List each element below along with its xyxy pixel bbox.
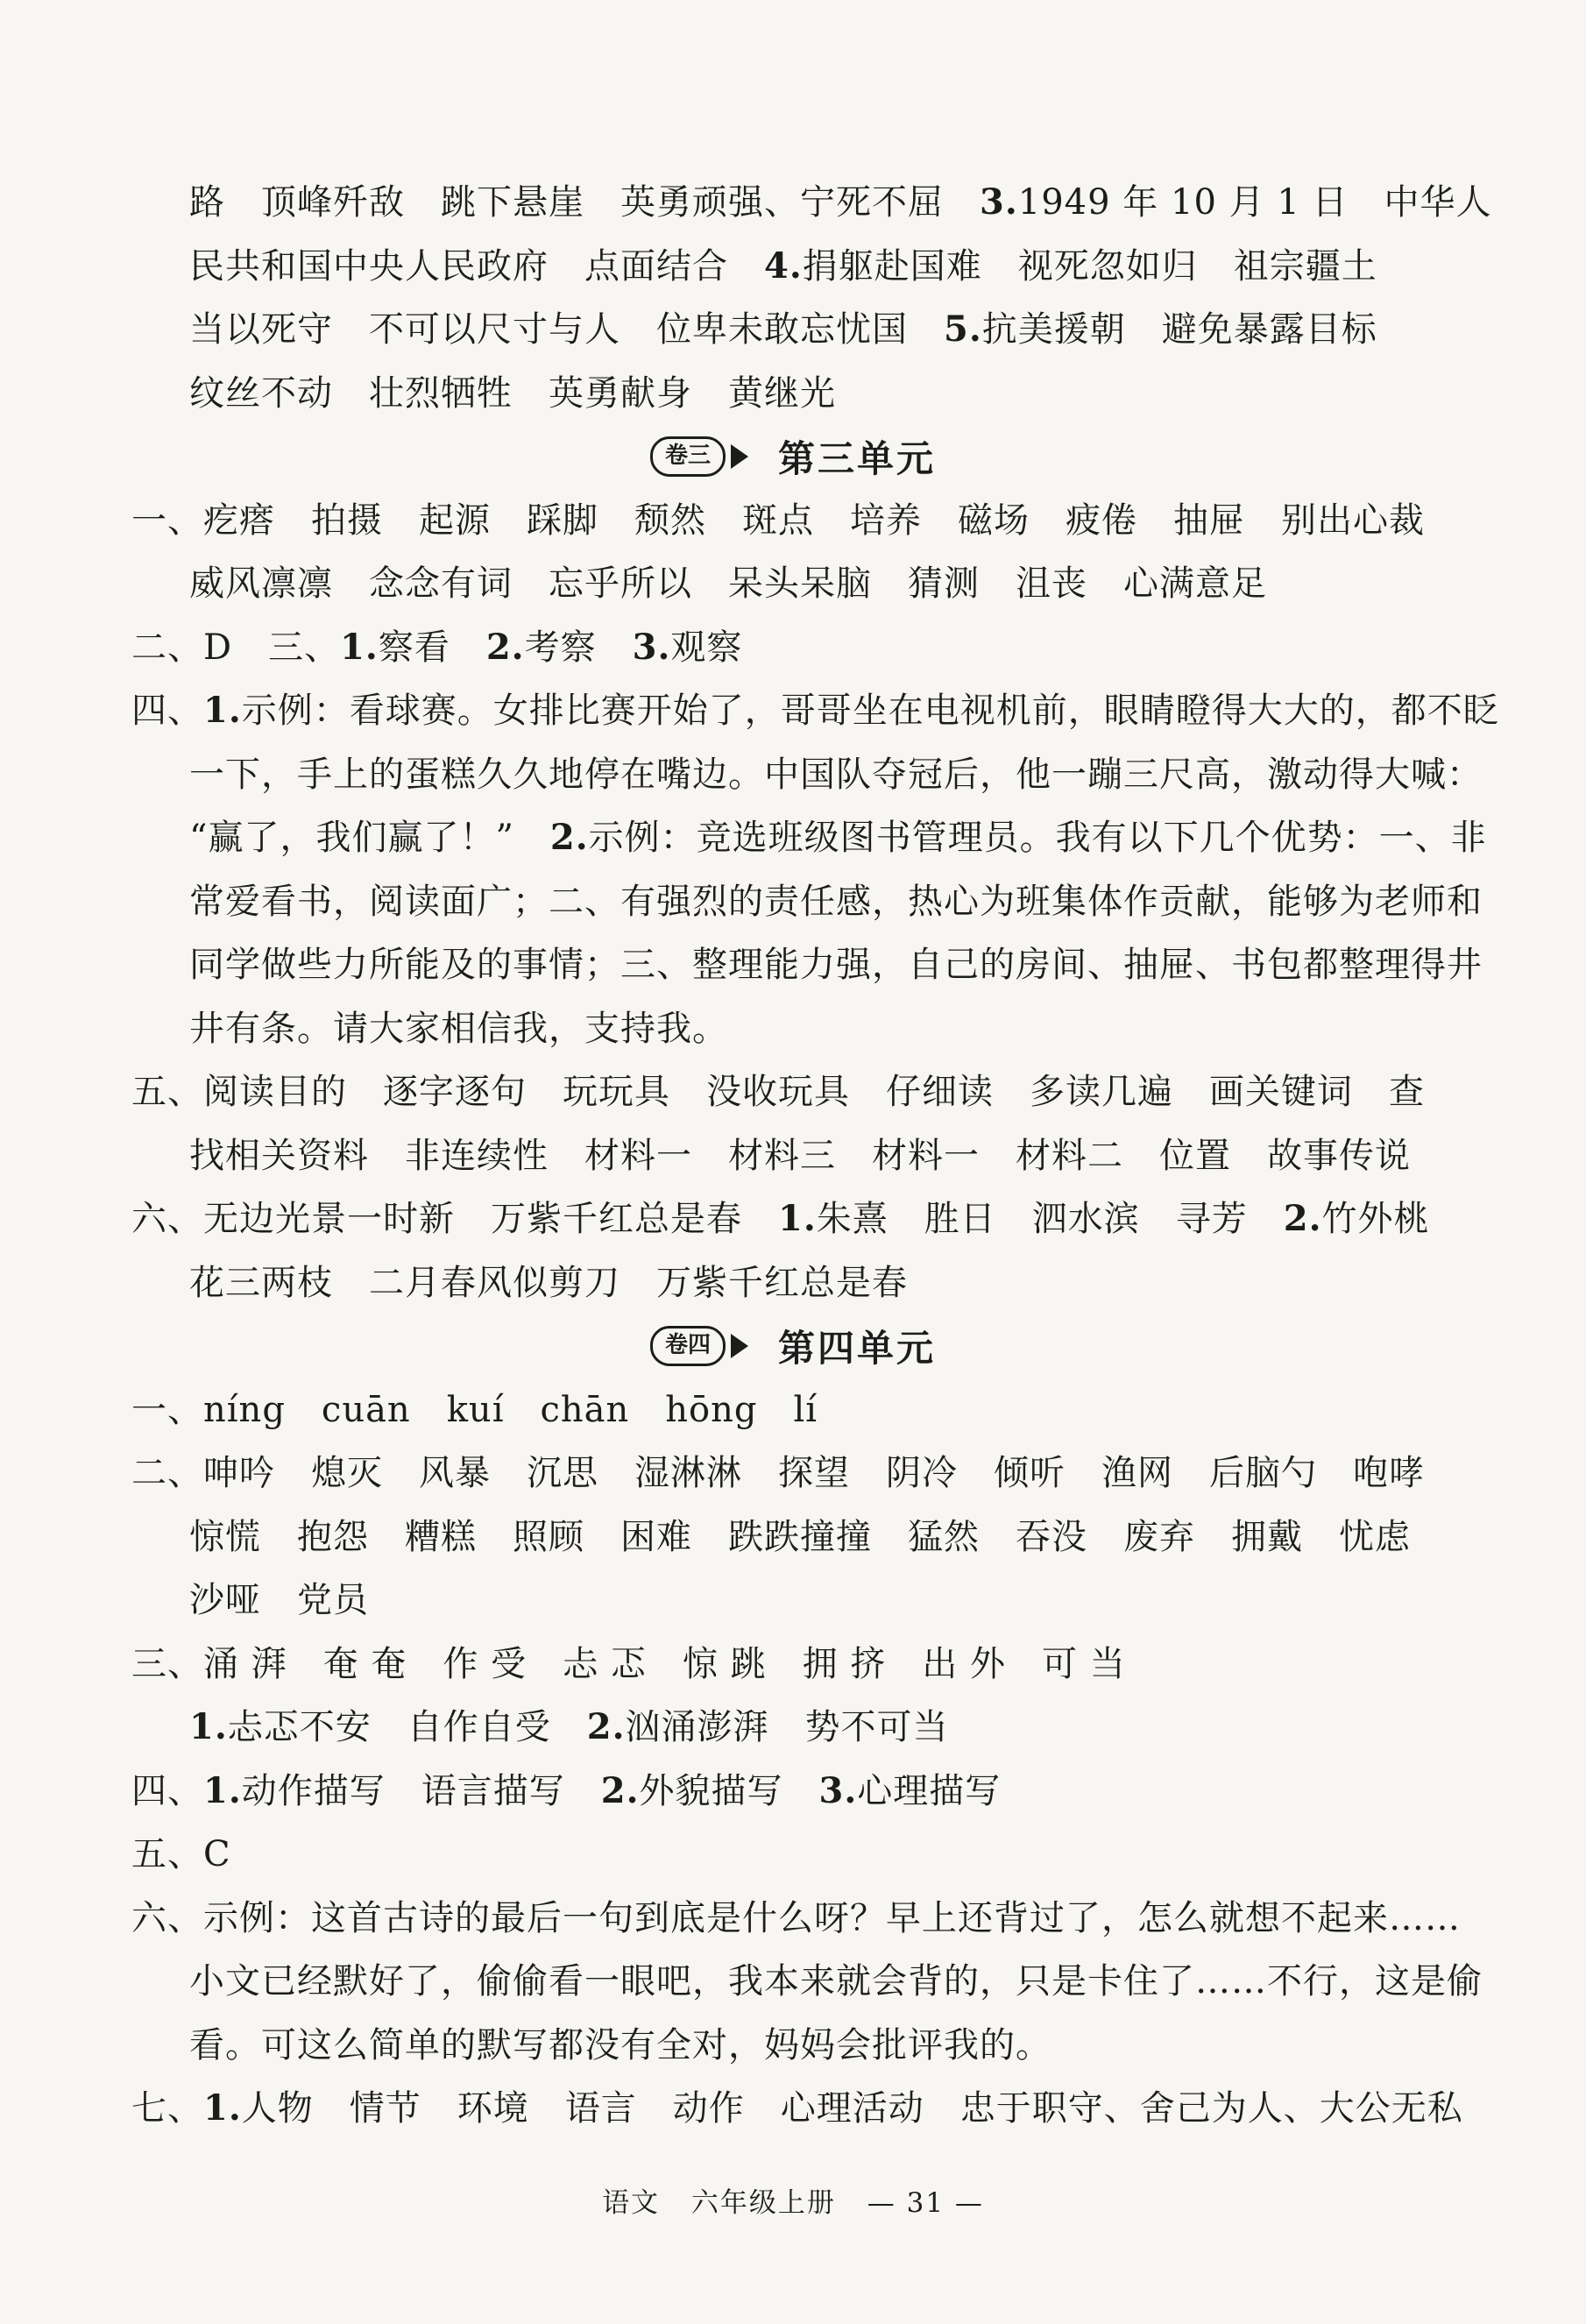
section-prefix: 二、 <box>131 1453 203 1493</box>
answer-line <box>131 1506 1481 1569</box>
answer-text: 找相关资料 非连续性 材料一 材料三 材料一 材料二 位置 故事传说 <box>189 1135 1411 1176</box>
answer-line <box>131 679 1499 743</box>
answer-text: 竹外桃 <box>1321 1199 1430 1239</box>
question-number: 4. <box>764 244 803 287</box>
answer-text: 当以死守 不可以尺寸与人 位卑未敢忘忧国 <box>189 309 944 350</box>
answer-text: 疙瘩 拍摄 起源 踩脚 颓然 斑点 培养 磁场 疲倦 抽屉 别出心裁 <box>203 500 1425 541</box>
answer-text: 忐忑不安 自作自受 <box>227 1707 587 1747</box>
section-prefix: 三、 <box>131 1643 203 1684</box>
answer-line <box>131 870 1481 934</box>
footer-grade: 六年级上册 <box>690 2187 836 2219</box>
answer-text: 心理描写 <box>857 1770 1002 1811</box>
answer-text: 纹丝不动 壮烈牺牲 英勇献身 黄继光 <box>189 372 836 414</box>
question-number: 2. <box>1283 1198 1322 1239</box>
answer-text: 民共和国中央人民政府 点面结合 <box>189 245 764 287</box>
answer-line <box>131 806 1487 870</box>
answer-line <box>131 1124 1481 1188</box>
answer-text: níng cuān kuí chān hōng lí <box>203 1389 818 1430</box>
answer-text: 示例：这首古诗的最后一句到底是什么呀？早上还背过了，怎么就想不起来…… <box>203 1897 1461 1938</box>
answer-text: 威风凛凛 念念有词 忘乎所以 呆头呆脑 猜测 沮丧 心满意足 <box>189 563 1267 604</box>
question-number: 1. <box>203 1769 242 1811</box>
answer-line <box>131 2014 1481 2078</box>
answer-line <box>131 1950 1481 2014</box>
section-title: 第三单元 <box>778 437 937 481</box>
answer-text: 看。可这么简单的默写都没有全对，妈妈会批评我的。 <box>189 2024 1051 2065</box>
answer-text: 一下，手上的蛋糕久久地停在嘴边。中国队夺冠后，他一蹦三尺高，激动得大喊： <box>189 754 1483 795</box>
answer-text: 抗美援朝 避免暴露目标 <box>981 309 1377 350</box>
unit-2-answers-tail <box>131 171 1492 425</box>
section-prefix: 六、 <box>131 1897 203 1938</box>
question-number: 1. <box>203 690 242 731</box>
answer-line <box>131 1187 1481 1251</box>
answer-line <box>131 933 1481 997</box>
answer-text: 朱熹 胜日 泗水滨 寻芳 <box>816 1199 1284 1239</box>
section-prefix: 五、 <box>131 1072 203 1112</box>
footer-subject: 语文 <box>602 2187 661 2219</box>
answer-text: 外貌描写 <box>639 1770 819 1811</box>
answer-text: 同学做些力所能及的事情；三、整理能力强，自己的房间、抽屉、书包都整理得井 <box>189 945 1483 985</box>
question-number: 2. <box>586 1706 626 1747</box>
answer-text: 井有条。请大家相信我，支持我。 <box>189 1008 728 1049</box>
section-prefix: 一、 <box>131 500 203 541</box>
answer-line <box>131 1823 1481 1887</box>
page-number: — 31 — <box>867 2187 984 2219</box>
answer-line <box>131 552 1481 616</box>
answer-line <box>131 616 1481 680</box>
section-prefix: 六、 <box>131 1199 203 1239</box>
answer-text: 示例：竞选班级图书管理员。我有以下几个优势：一、非 <box>588 818 1487 858</box>
answer-line <box>131 743 1481 807</box>
section-prefix: 五、 <box>131 1834 203 1874</box>
answer-text: 常爱看书，阅读面广；二、有强烈的责任感，热心为班集体作贡献，能够为老师和 <box>189 881 1483 922</box>
answer-text: 汹涌澎湃 势不可当 <box>625 1707 949 1747</box>
volume-badge <box>650 1326 748 1366</box>
play-arrow-icon <box>731 1334 748 1358</box>
question-number: 1. <box>203 2087 242 2129</box>
answer-text: 人物 情节 环境 语言 动作 心理活动 忠于职守、舍己为人、大公无私 <box>241 2088 1463 2129</box>
answer-line <box>131 171 1492 235</box>
answer-text: 观察 <box>670 627 743 668</box>
section-prefix: 四、 <box>131 691 203 731</box>
question-number: 1. <box>778 1198 817 1239</box>
question-number: 2. <box>600 1769 640 1811</box>
section-prefix: 七、 <box>131 2088 203 2129</box>
question-number: 1. <box>340 626 379 668</box>
section-prefix: 四、 <box>131 1770 203 1811</box>
answer-text: 1949 年 10 月 1 日 中华人 <box>1017 182 1492 223</box>
answer-text: 路 顶峰歼敌 跳下悬崖 英勇顽强、宁死不屈 <box>189 182 980 223</box>
answer-text: 考察 <box>524 627 633 668</box>
unit-4-answers <box>131 1378 1481 2141</box>
section-title: 第四单元 <box>778 1327 937 1371</box>
section-header-unit-3 <box>131 425 1481 489</box>
answer-line <box>131 1251 1481 1315</box>
question-number: 2. <box>549 817 589 858</box>
answer-line <box>131 1887 1481 1951</box>
answer-content <box>131 171 1499 2141</box>
answer-text: “赢了，我们赢了！” <box>189 818 550 858</box>
answer-text: 阅读目的 逐字逐句 玩玩具 没收玩具 仔细读 多读几遍 画关键词 查 <box>203 1072 1425 1112</box>
answer-line <box>131 1060 1481 1124</box>
answer-line <box>131 362 1481 426</box>
section-prefix: 一、 <box>131 1389 203 1430</box>
answer-line <box>131 1378 1481 1442</box>
answer-text: 动作描写 语言描写 <box>241 1770 601 1811</box>
question-number: 3. <box>980 181 1018 223</box>
question-number: 3. <box>632 626 671 668</box>
question-number: 2. <box>485 626 525 668</box>
section-header-unit-4 <box>131 1314 1481 1378</box>
badge-label: 卷三 <box>650 436 726 477</box>
section-prefix: 二、 <box>131 627 203 668</box>
answer-line <box>131 1760 1481 1824</box>
answer-text: D 三、 <box>203 627 341 668</box>
answer-text: 察看 <box>378 627 486 668</box>
answer-text: 花三两枝 二月春风似剪刀 万紫千红总是春 <box>189 1262 908 1303</box>
answer-text: 无边光景一时新 万紫千红总是春 <box>203 1199 778 1239</box>
unit-3-answers <box>131 489 1499 1315</box>
answer-line <box>131 2077 1481 2141</box>
answer-text: 呻吟 熄灭 风暴 沉思 湿淋淋 探望 阴冷 倾听 渔网 后脑勺 咆哮 <box>203 1453 1425 1493</box>
answer-line <box>131 1633 1481 1697</box>
answer-line <box>131 298 1481 362</box>
answer-text: 示例：看球赛。女排比赛开始了，哥哥坐在电视机前，眼睛瞪得大大的，都不眨 <box>241 691 1499 731</box>
question-number: 5. <box>944 308 982 350</box>
answer-text: C <box>203 1834 231 1874</box>
page-footer <box>0 2180 1586 2220</box>
answer-text: 沙哑 党员 <box>189 1580 369 1620</box>
answer-line <box>131 1696 1481 1760</box>
answer-text: 惊慌 抱怨 糟糕 照顾 困难 跌跌撞撞 猛然 吞没 废弃 拥戴 忧虑 <box>189 1516 1411 1557</box>
answer-line <box>131 997 1481 1061</box>
answer-line <box>131 1569 1481 1633</box>
answer-text: 涌 湃 奄 奄 作 受 忐 忑 惊 跳 拥 挤 出 外 可 当 <box>203 1643 1126 1684</box>
badge-label: 卷四 <box>650 1326 726 1366</box>
question-number: 3. <box>818 1769 858 1811</box>
volume-badge <box>650 436 748 477</box>
question-number: 1. <box>189 1706 228 1747</box>
play-arrow-icon <box>731 444 748 469</box>
answer-line <box>131 489 1481 553</box>
answer-line <box>131 235 1481 299</box>
answer-text: 捐躯赴国难 视死忽如归 祖宗疆土 <box>802 245 1377 287</box>
answer-line <box>131 1442 1481 1506</box>
answer-text: 小文已经默好了，偷偷看一眼吧，我本来就会背的，只是卡住了……不行，这是偷 <box>189 1961 1483 2002</box>
